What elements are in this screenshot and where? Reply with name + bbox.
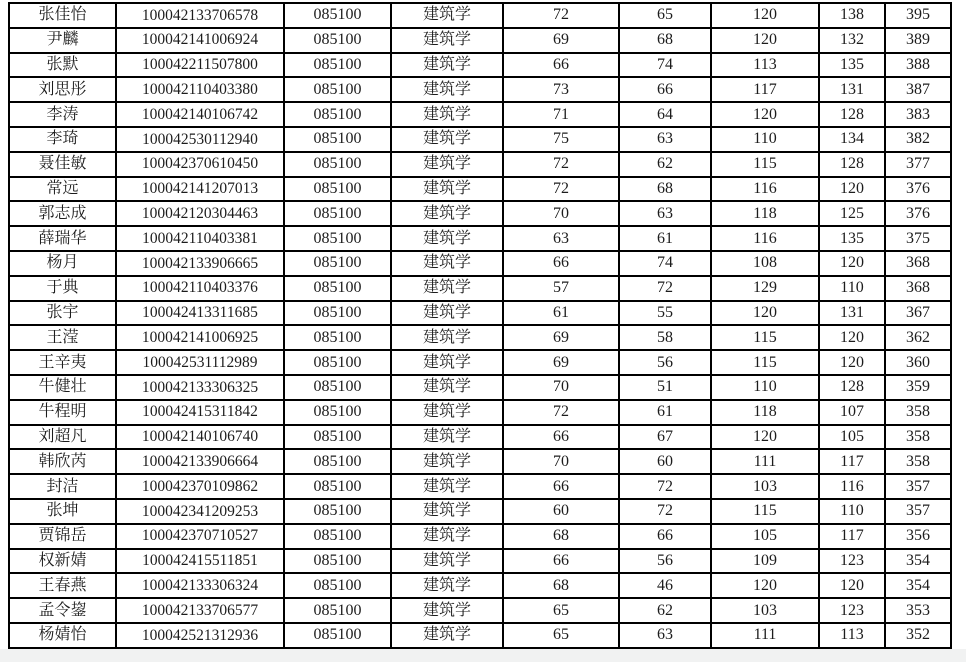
- cell-score1: 73: [503, 77, 619, 102]
- cell-total: 376: [885, 177, 951, 202]
- cell-name: 张宇: [9, 301, 116, 326]
- cell-major: 建筑学: [391, 325, 503, 350]
- cell-score1: 69: [503, 325, 619, 350]
- cell-score2: 60: [619, 449, 711, 474]
- cell-major: 建筑学: [391, 3, 503, 28]
- cell-code: 085100: [284, 623, 391, 648]
- table-row: [9, 325, 951, 350]
- cell-score1: 57: [503, 276, 619, 301]
- cell-total: 358: [885, 449, 951, 474]
- cell-name: 李琦: [9, 127, 116, 152]
- table-row: [9, 3, 951, 28]
- cell-code: 085100: [284, 474, 391, 499]
- cell-id: 100042110403381: [116, 226, 284, 251]
- cell-code: 085100: [284, 301, 391, 326]
- cell-score2: 68: [619, 28, 711, 53]
- cell-score1: 75: [503, 127, 619, 152]
- cell-name: 封洁: [9, 474, 116, 499]
- cell-score4: 123: [819, 549, 885, 574]
- cell-score2: 63: [619, 201, 711, 226]
- cell-score2: 61: [619, 400, 711, 425]
- cell-score2: 55: [619, 301, 711, 326]
- cell-score1: 60: [503, 499, 619, 524]
- cell-id: 100042140106742: [116, 102, 284, 127]
- cell-major: 建筑学: [391, 573, 503, 598]
- cell-name: 张佳怡: [9, 3, 116, 28]
- cell-id: 100042120304463: [116, 201, 284, 226]
- cell-score2: 62: [619, 598, 711, 623]
- cell-score2: 67: [619, 425, 711, 450]
- cell-total: 387: [885, 77, 951, 102]
- cell-id: 100042415511851: [116, 549, 284, 574]
- cell-major: 建筑学: [391, 623, 503, 648]
- table-row: [9, 226, 951, 251]
- cell-name: 张坤: [9, 499, 116, 524]
- cell-major: 建筑学: [391, 127, 503, 152]
- cell-major: 建筑学: [391, 152, 503, 177]
- cell-code: 085100: [284, 102, 391, 127]
- cell-score1: 71: [503, 102, 619, 127]
- cell-name: 贾锦岳: [9, 524, 116, 549]
- cell-name: 常远: [9, 177, 116, 202]
- cell-score4: 128: [819, 375, 885, 400]
- cell-major: 建筑学: [391, 276, 503, 301]
- cell-id: 100042413311685: [116, 301, 284, 326]
- cell-major: 建筑学: [391, 400, 503, 425]
- cell-score1: 72: [503, 3, 619, 28]
- cell-code: 085100: [284, 375, 391, 400]
- cell-score2: 64: [619, 102, 711, 127]
- cell-score1: 69: [503, 28, 619, 53]
- table-row: [9, 598, 951, 623]
- table-row: [9, 201, 951, 226]
- cell-id: 100042133306324: [116, 573, 284, 598]
- cell-score4: 134: [819, 127, 885, 152]
- cell-score3: 110: [711, 127, 819, 152]
- cell-major: 建筑学: [391, 251, 503, 276]
- cell-score1: 63: [503, 226, 619, 251]
- cell-id: 100042521312936: [116, 623, 284, 648]
- cell-score2: 65: [619, 3, 711, 28]
- cell-score3: 115: [711, 152, 819, 177]
- cell-name: 杨月: [9, 251, 116, 276]
- table-row: [9, 549, 951, 574]
- cell-name: 郭志成: [9, 201, 116, 226]
- cell-total: 353: [885, 598, 951, 623]
- cell-name: 李涛: [9, 102, 116, 127]
- cell-total: 382: [885, 127, 951, 152]
- cell-code: 085100: [284, 499, 391, 524]
- cell-score3: 129: [711, 276, 819, 301]
- cell-score4: 125: [819, 201, 885, 226]
- cell-id: 100042370610450: [116, 152, 284, 177]
- cell-score4: 132: [819, 28, 885, 53]
- cell-total: 358: [885, 400, 951, 425]
- cell-score2: 74: [619, 53, 711, 78]
- cell-id: 100042531112989: [116, 350, 284, 375]
- cell-total: 367: [885, 301, 951, 326]
- cell-score1: 69: [503, 350, 619, 375]
- cell-score3: 113: [711, 53, 819, 78]
- cell-total: 354: [885, 549, 951, 574]
- cell-name: 薛瑞华: [9, 226, 116, 251]
- cell-total: 352: [885, 623, 951, 648]
- cell-score2: 51: [619, 375, 711, 400]
- table-row: [9, 350, 951, 375]
- score-table: [8, 2, 952, 649]
- cell-score2: 58: [619, 325, 711, 350]
- cell-total: 368: [885, 276, 951, 301]
- cell-score1: 66: [503, 53, 619, 78]
- cell-score1: 65: [503, 623, 619, 648]
- table-row: [9, 53, 951, 78]
- cell-score4: 120: [819, 251, 885, 276]
- cell-score4: 120: [819, 573, 885, 598]
- cell-score3: 116: [711, 177, 819, 202]
- cell-score4: 135: [819, 53, 885, 78]
- cell-score4: 120: [819, 177, 885, 202]
- table-row: [9, 251, 951, 276]
- cell-code: 085100: [284, 549, 391, 574]
- cell-score3: 118: [711, 201, 819, 226]
- table-row: [9, 28, 951, 53]
- cell-score3: 105: [711, 524, 819, 549]
- table-row: [9, 499, 951, 524]
- cell-major: 建筑学: [391, 201, 503, 226]
- table-row: [9, 623, 951, 648]
- cell-name: 孟令鋆: [9, 598, 116, 623]
- cell-score4: 138: [819, 3, 885, 28]
- cell-code: 085100: [284, 449, 391, 474]
- cell-score4: 120: [819, 350, 885, 375]
- cell-name: 王滢: [9, 325, 116, 350]
- score-table-body: [9, 3, 951, 648]
- cell-major: 建筑学: [391, 226, 503, 251]
- cell-score2: 63: [619, 623, 711, 648]
- cell-score3: 120: [711, 425, 819, 450]
- cell-score2: 72: [619, 276, 711, 301]
- cell-code: 085100: [284, 276, 391, 301]
- cell-major: 建筑学: [391, 499, 503, 524]
- cell-score3: 110: [711, 375, 819, 400]
- cell-score3: 115: [711, 350, 819, 375]
- cell-id: 100042140106740: [116, 425, 284, 450]
- cell-code: 085100: [284, 524, 391, 549]
- cell-id: 100042415311842: [116, 400, 284, 425]
- cell-total: 377: [885, 152, 951, 177]
- cell-score3: 103: [711, 598, 819, 623]
- cell-total: 362: [885, 325, 951, 350]
- cell-total: 368: [885, 251, 951, 276]
- cell-score3: 111: [711, 623, 819, 648]
- cell-score3: 118: [711, 400, 819, 425]
- cell-total: 359: [885, 375, 951, 400]
- cell-name: 刘超凡: [9, 425, 116, 450]
- cell-score2: 56: [619, 350, 711, 375]
- cell-name: 牛健壮: [9, 375, 116, 400]
- cell-code: 085100: [284, 251, 391, 276]
- cell-code: 085100: [284, 53, 391, 78]
- cell-score3: 120: [711, 573, 819, 598]
- cell-id: 100042141006924: [116, 28, 284, 53]
- cell-name: 王春燕: [9, 573, 116, 598]
- cell-score4: 107: [819, 400, 885, 425]
- cell-id: 100042141207013: [116, 177, 284, 202]
- cell-code: 085100: [284, 598, 391, 623]
- table-row: [9, 524, 951, 549]
- cell-score4: 116: [819, 474, 885, 499]
- cell-major: 建筑学: [391, 350, 503, 375]
- table-row: [9, 276, 951, 301]
- cell-score3: 120: [711, 28, 819, 53]
- cell-score1: 66: [503, 549, 619, 574]
- cell-total: 389: [885, 28, 951, 53]
- cell-id: 100042530112940: [116, 127, 284, 152]
- cell-score1: 72: [503, 400, 619, 425]
- cell-name: 王辛夷: [9, 350, 116, 375]
- cell-score4: 131: [819, 77, 885, 102]
- cell-code: 085100: [284, 350, 391, 375]
- cell-score2: 66: [619, 77, 711, 102]
- cell-name: 刘思彤: [9, 77, 116, 102]
- cell-score2: 62: [619, 152, 711, 177]
- cell-score2: 72: [619, 499, 711, 524]
- cell-score1: 66: [503, 425, 619, 450]
- cell-score2: 56: [619, 549, 711, 574]
- cell-code: 085100: [284, 201, 391, 226]
- cell-id: 100042370710527: [116, 524, 284, 549]
- cell-score3: 120: [711, 102, 819, 127]
- cell-score1: 66: [503, 251, 619, 276]
- cell-code: 085100: [284, 3, 391, 28]
- cell-major: 建筑学: [391, 598, 503, 623]
- cell-total: 358: [885, 425, 951, 450]
- cell-score4: 105: [819, 425, 885, 450]
- cell-score2: 68: [619, 177, 711, 202]
- page-margin-below-table: [0, 649, 966, 662]
- cell-id: 100042110403380: [116, 77, 284, 102]
- cell-code: 085100: [284, 400, 391, 425]
- cell-total: 383: [885, 102, 951, 127]
- cell-total: 388: [885, 53, 951, 78]
- table-row: [9, 375, 951, 400]
- cell-score2: 74: [619, 251, 711, 276]
- cell-score2: 46: [619, 573, 711, 598]
- cell-id: 100042133706578: [116, 3, 284, 28]
- cell-total: 375: [885, 226, 951, 251]
- cell-score3: 120: [711, 301, 819, 326]
- cell-major: 建筑学: [391, 474, 503, 499]
- table-row: [9, 301, 951, 326]
- cell-score4: 113: [819, 623, 885, 648]
- cell-major: 建筑学: [391, 53, 503, 78]
- cell-code: 085100: [284, 152, 391, 177]
- table-row: [9, 102, 951, 127]
- table-row: [9, 177, 951, 202]
- cell-total: 360: [885, 350, 951, 375]
- cell-major: 建筑学: [391, 301, 503, 326]
- table-row: [9, 152, 951, 177]
- cell-score2: 61: [619, 226, 711, 251]
- cell-score4: 128: [819, 152, 885, 177]
- cell-major: 建筑学: [391, 102, 503, 127]
- cell-name: 牛程明: [9, 400, 116, 425]
- cell-score4: 110: [819, 499, 885, 524]
- cell-total: 357: [885, 499, 951, 524]
- cell-score4: 135: [819, 226, 885, 251]
- cell-total: 357: [885, 474, 951, 499]
- cell-total: 395: [885, 3, 951, 28]
- cell-score3: 120: [711, 3, 819, 28]
- table-row: [9, 127, 951, 152]
- cell-code: 085100: [284, 77, 391, 102]
- cell-id: 100042133906664: [116, 449, 284, 474]
- cell-name: 张默: [9, 53, 116, 78]
- cell-score1: 65: [503, 598, 619, 623]
- cell-score3: 103: [711, 474, 819, 499]
- cell-score4: 120: [819, 325, 885, 350]
- cell-score1: 72: [503, 152, 619, 177]
- cell-total: 356: [885, 524, 951, 549]
- table-row: [9, 77, 951, 102]
- cell-name: 杨婧怡: [9, 623, 116, 648]
- cell-code: 085100: [284, 573, 391, 598]
- cell-total: 376: [885, 201, 951, 226]
- cell-name: 韩欣芮: [9, 449, 116, 474]
- cell-score2: 63: [619, 127, 711, 152]
- cell-score2: 66: [619, 524, 711, 549]
- cell-score3: 115: [711, 325, 819, 350]
- cell-major: 建筑学: [391, 425, 503, 450]
- cell-score4: 123: [819, 598, 885, 623]
- cell-score4: 131: [819, 301, 885, 326]
- cell-score3: 116: [711, 226, 819, 251]
- cell-id: 100042341209253: [116, 499, 284, 524]
- cell-major: 建筑学: [391, 524, 503, 549]
- cell-major: 建筑学: [391, 77, 503, 102]
- cell-score3: 115: [711, 499, 819, 524]
- cell-score3: 111: [711, 449, 819, 474]
- table-row: [9, 573, 951, 598]
- cell-name: 聂佳敏: [9, 152, 116, 177]
- cell-major: 建筑学: [391, 449, 503, 474]
- cell-code: 085100: [284, 177, 391, 202]
- cell-score1: 68: [503, 524, 619, 549]
- cell-id: 100042141006925: [116, 325, 284, 350]
- cell-score2: 72: [619, 474, 711, 499]
- cell-score1: 72: [503, 177, 619, 202]
- cell-major: 建筑学: [391, 549, 503, 574]
- cell-score1: 70: [503, 375, 619, 400]
- cell-code: 085100: [284, 127, 391, 152]
- cell-id: 100042133306325: [116, 375, 284, 400]
- cell-id: 100042211507800: [116, 53, 284, 78]
- cell-score4: 128: [819, 102, 885, 127]
- cell-score4: 110: [819, 276, 885, 301]
- cell-score1: 68: [503, 573, 619, 598]
- cell-code: 085100: [284, 325, 391, 350]
- cell-score3: 117: [711, 77, 819, 102]
- cell-name: 于典: [9, 276, 116, 301]
- cell-name: 权新婧: [9, 549, 116, 574]
- cell-score3: 108: [711, 251, 819, 276]
- cell-score1: 70: [503, 201, 619, 226]
- table-row: [9, 400, 951, 425]
- cell-score1: 66: [503, 474, 619, 499]
- table-row: [9, 474, 951, 499]
- cell-id: 100042133906665: [116, 251, 284, 276]
- cell-id: 100042110403376: [116, 276, 284, 301]
- cell-score3: 109: [711, 549, 819, 574]
- cell-id: 100042370109862: [116, 474, 284, 499]
- cell-code: 085100: [284, 226, 391, 251]
- cell-id: 100042133706577: [116, 598, 284, 623]
- cell-score1: 61: [503, 301, 619, 326]
- cell-score4: 117: [819, 449, 885, 474]
- cell-code: 085100: [284, 28, 391, 53]
- cell-score4: 117: [819, 524, 885, 549]
- cell-name: 尹麟: [9, 28, 116, 53]
- cell-major: 建筑学: [391, 177, 503, 202]
- table-row: [9, 449, 951, 474]
- cell-total: 354: [885, 573, 951, 598]
- cell-score1: 70: [503, 449, 619, 474]
- cell-code: 085100: [284, 425, 391, 450]
- cell-major: 建筑学: [391, 28, 503, 53]
- cell-major: 建筑学: [391, 375, 503, 400]
- table-row: [9, 425, 951, 450]
